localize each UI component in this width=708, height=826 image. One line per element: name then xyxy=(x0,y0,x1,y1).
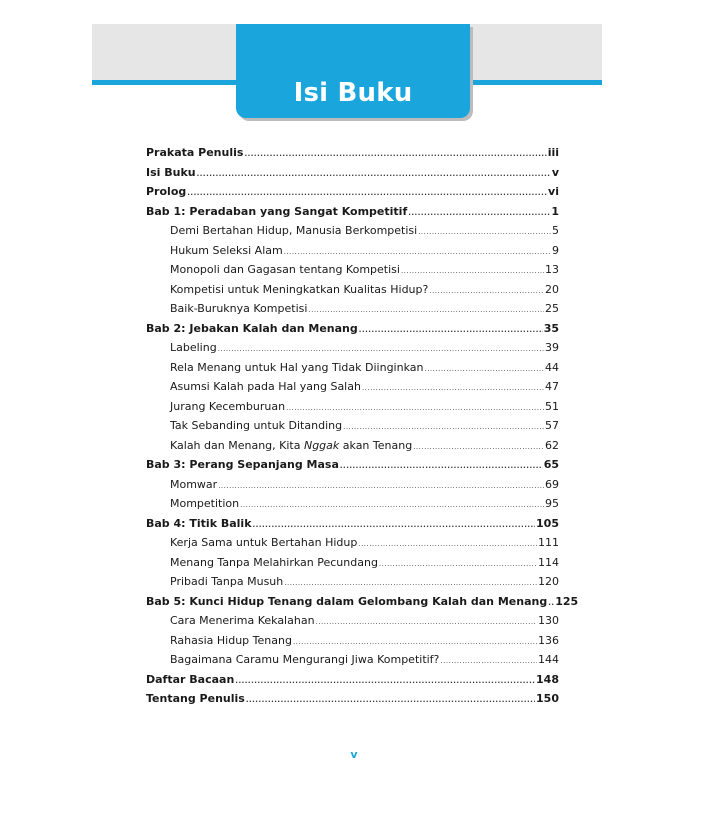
toc-entry-page: 62 xyxy=(545,438,559,452)
toc-section-entry xyxy=(146,533,559,553)
toc-dot-leader xyxy=(359,319,543,341)
toc-section-entry xyxy=(146,631,559,651)
toc-entry-page: 105 xyxy=(536,516,559,530)
toc-dot-leader xyxy=(286,397,544,419)
toc-entry-label: Bab 2: Jebakan Kalah dan Menang xyxy=(146,321,358,335)
toc-dot-leader xyxy=(413,436,544,458)
toc-entry-label: Daftar Bacaan xyxy=(146,672,235,686)
toc-entry-page: 125 xyxy=(555,594,579,608)
toc-entry-page: 130 xyxy=(538,614,559,627)
toc-entry-label: Bab 3: Perang Sepanjang Masa xyxy=(146,458,339,471)
toc-dot-leader xyxy=(187,182,547,204)
toc-chapter-entry xyxy=(146,319,559,339)
toc-entry-page: 114 xyxy=(538,555,559,569)
toc-dot-leader xyxy=(340,455,543,477)
toc-chapter-entry xyxy=(146,689,559,709)
toc-entry-page: 20 xyxy=(545,282,559,296)
toc-entry-page: 13 xyxy=(545,263,559,276)
toc-entry-page: 120 xyxy=(538,575,559,588)
toc-chapter-entry xyxy=(146,143,559,163)
toc-dot-leader xyxy=(240,494,544,516)
toc-entry-label-part: Kalah dan Menang, Kita xyxy=(170,438,304,452)
toc-entry-page: 95 xyxy=(545,497,559,510)
toc-entry-label: Jurang Kecemburuan xyxy=(170,399,286,413)
toc-entry-label: Bab 1: Peradaban yang Sangat Kompetitif xyxy=(146,204,408,218)
toc-dot-leader xyxy=(218,338,544,360)
toc-entry-page: 57 xyxy=(545,419,559,432)
page-title: Isi Buku xyxy=(293,78,413,108)
toc-dot-leader xyxy=(379,553,537,575)
toc-dot-leader xyxy=(244,143,546,165)
toc-entry-label: Rela Menang untuk Hal yang Tidak Diinginkan xyxy=(170,360,424,374)
toc-entry-page: vi xyxy=(548,185,559,198)
toc-section-entry xyxy=(146,299,559,319)
toc-dot-leader xyxy=(284,572,537,594)
toc-dot-leader xyxy=(362,377,544,399)
toc-dot-leader xyxy=(235,670,535,692)
toc-entry-page: 148 xyxy=(536,672,559,686)
toc-entry-page: 39 xyxy=(545,341,559,354)
toc-dot-leader xyxy=(429,280,544,302)
toc-entry-label: Prolog xyxy=(146,185,187,198)
toc-dot-leader xyxy=(440,650,537,672)
toc-entry-page: 51 xyxy=(545,399,559,413)
toc-chapter-entry xyxy=(146,202,559,222)
toc-chapter-entry xyxy=(146,182,559,202)
toc-section-entry xyxy=(146,241,559,261)
toc-dot-leader xyxy=(197,163,551,185)
toc-entry-label: Kerja Sama untuk Bertahan Hidup xyxy=(170,536,358,549)
toc-entry-label: Tak Sebanding untuk Ditanding xyxy=(170,419,343,432)
toc-entry-label: Bagaimana Caramu Mengurangi Jiwa Kompetitif? xyxy=(170,653,440,666)
toc-section-entry xyxy=(146,397,559,417)
toc-dot-leader xyxy=(358,533,537,555)
toc-entry-label-part: akan Tenang xyxy=(339,438,413,452)
toc-entry-page: 9 xyxy=(552,243,559,257)
page-number: v xyxy=(350,748,358,761)
toc-entry-page: 65 xyxy=(543,458,559,471)
toc-section-entry xyxy=(146,650,559,670)
toc-section-entry xyxy=(146,553,559,573)
toc-entry-label: Asumsi Kalah pada Hal yang Salah xyxy=(170,380,361,393)
toc-dot-leader xyxy=(253,514,536,536)
toc-entry-page: 111 xyxy=(538,536,559,549)
toc-section-entry xyxy=(146,280,559,300)
toc-dot-leader xyxy=(284,241,551,263)
title-tab xyxy=(236,24,470,118)
toc-entry-label-emphasis: Nggak xyxy=(303,438,340,452)
toc-section-entry xyxy=(146,260,559,280)
toc-section-entry xyxy=(146,377,559,397)
toc-entry-label: Monopoli dan Gagasan tentang Kompetisi xyxy=(170,263,400,276)
toc-section-entry xyxy=(146,436,559,456)
toc-entry-label: Demi Bertahan Hidup, Manusia Berkompetisi xyxy=(170,224,418,237)
toc-entry-page: 44 xyxy=(545,360,559,374)
toc-entry-page: 35 xyxy=(543,321,559,335)
toc-section-entry xyxy=(146,416,559,436)
toc-chapter-entry xyxy=(146,455,559,475)
toc-section-entry xyxy=(146,338,559,358)
toc-dot-leader xyxy=(218,475,544,497)
toc-entry-label: Tentang Penulis xyxy=(146,692,245,705)
toc-entry-label: Prakata Penulis xyxy=(146,146,244,159)
toc-entry-label: Bab 4: Titik Balik xyxy=(146,516,252,530)
toc-entry-page: 47 xyxy=(545,380,559,393)
toc-entry-label: Cara Menerima Kekalahan xyxy=(170,614,315,627)
toc-entry-label: Kompetisi untuk Meningkatkan Kualitas Hidup? xyxy=(170,282,429,296)
toc-entry-page: 25 xyxy=(545,302,559,315)
toc-section-entry xyxy=(146,475,559,495)
toc-dot-leader xyxy=(408,202,550,224)
toc-entry-label: Isi Buku xyxy=(146,165,196,179)
toc-dot-leader xyxy=(293,631,537,653)
toc-entry-label: Pribadi Tanpa Musuh xyxy=(170,575,284,588)
toc-section-entry xyxy=(146,358,559,378)
toc-section-entry xyxy=(146,494,559,514)
toc-dot-leader xyxy=(343,416,544,438)
toc-entry-page: 136 xyxy=(538,633,559,647)
toc-entry-label: Menang Tanpa Melahirkan Pecundang xyxy=(170,555,378,569)
toc-entry-page: 5 xyxy=(552,224,559,237)
toc-entry-label: Rahasia Hidup Tenang xyxy=(170,633,292,647)
toc-dot-leader xyxy=(424,358,544,380)
toc-entry-label: Baik-Buruknya Kompetisi xyxy=(170,302,308,315)
toc-entry-label: Momwar xyxy=(170,477,218,491)
table-of-contents xyxy=(146,143,579,709)
toc-entry-label: Hukum Seleksi Alam xyxy=(170,243,283,257)
toc-chapter-entry xyxy=(146,163,559,183)
toc-dot-leader xyxy=(401,260,544,282)
toc-section-entry xyxy=(146,611,559,631)
toc-entry-label: Mompetition xyxy=(170,497,240,510)
toc-dot-leader xyxy=(308,299,544,321)
toc-entry-page: v xyxy=(551,165,559,179)
toc-section-entry xyxy=(146,572,559,592)
toc-dot-leader xyxy=(418,221,551,243)
toc-entry-label xyxy=(170,436,412,456)
toc-entry-label: Labeling xyxy=(170,341,217,354)
toc-dot-leader xyxy=(316,611,537,633)
toc-chapter-entry xyxy=(146,670,559,690)
toc-dot-leader xyxy=(548,592,554,614)
toc-entry-page: 69 xyxy=(545,477,559,491)
toc-entry-page: 144 xyxy=(538,653,559,666)
toc-section-entry xyxy=(146,221,559,241)
toc-chapter-entry xyxy=(146,592,579,612)
toc-entry-page: 150 xyxy=(536,692,559,705)
toc-entry-page: 1 xyxy=(551,204,559,218)
toc-entry-label: Bab 5: Kunci Hidup Tenang dalam Gelombang Kalah dan Menang xyxy=(146,594,548,608)
toc-dot-leader xyxy=(246,689,535,711)
toc-entry-page: iii xyxy=(547,146,559,159)
toc-chapter-entry xyxy=(146,514,559,534)
